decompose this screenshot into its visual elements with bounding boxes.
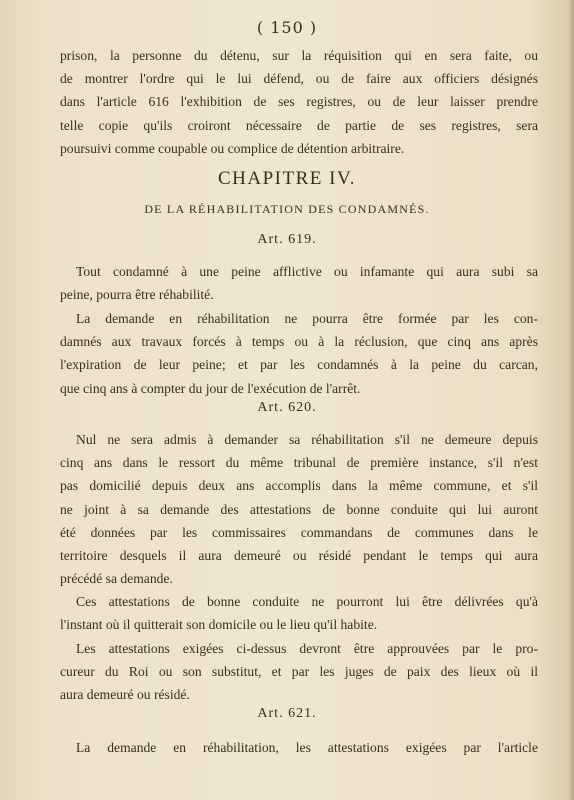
text-line: damnés aux travaux forcés à temps ou à la réclusion, que cinq ans après (60, 334, 538, 350)
text-line: poursuivi comme coupable ou complice de détention arbitraire. (60, 140, 405, 156)
text-line: La demande en réhabilitation, les attestations exigées par l'article (76, 740, 538, 755)
article-620-paragraph-2 (60, 590, 538, 636)
text-line: de montrer l'ordre qui le lui défend, ou de faire aux officiers désignés (60, 71, 538, 87)
article-619-paragraph-1 (60, 260, 538, 306)
text-line: Les attestations exigées ci-dessus devront être approuvées par le pro- (76, 641, 538, 656)
text-line: l'instant où il quitterait son domicile ou le lieu qu'il habite. (60, 617, 378, 633)
article-621-paragraph-1 (60, 736, 538, 759)
text-line: cinq ans dans le ressort du même tribunal de première instance, s'il n'est (60, 455, 538, 471)
text-line: telle copie qu'ils croiront nécessaire de partie de ses registres, sera (60, 117, 538, 133)
text-line: Nul ne sera admis à demander sa réhabilitation s'il ne demeure depuis (76, 432, 538, 447)
article-heading-619: Art. 619. (257, 232, 317, 247)
intro-paragraph (60, 44, 538, 160)
text-line: peine, pourra être réhabilité. (60, 287, 214, 303)
text-line: que cinq ans à compter du jour de l'exécution de l'arrêt. (60, 380, 361, 396)
section-title: DE LA RÉHABILITATION DES CONDAMNÉS. (144, 202, 430, 216)
text-line: Tout condamné à une peine afflictive ou infamante qui aura subi sa (76, 264, 538, 279)
text-line: dans l'article 616 l'exhibition de ses registres, ou de leur laisser prendre (60, 94, 538, 110)
article-heading-620: Art. 620. (257, 400, 317, 415)
text-line: ne joint à sa demande des attestations de bonne conduite qui lui auront (60, 501, 538, 517)
text-line: été données par les commissaires commandans de communes dans le (60, 524, 538, 540)
article-620-paragraph-1 (60, 428, 538, 590)
text-line: La demande en réhabilitation ne pourra être formée par les con- (76, 311, 538, 326)
text-line: cureur du Roi ou son substitut, et par les juges de paix des lieux où il (60, 664, 538, 680)
article-heading-621: Art. 621. (257, 706, 317, 721)
text-line: l'expiration de leur peine; et par les condamnés à la peine du carcan, (60, 357, 538, 373)
chapter-title: CHAPITRE IV. (218, 168, 356, 189)
text-line: territoire desquels il aura demeuré ou résidé pendant le temps qui aura (60, 548, 538, 564)
text-line: aura demeuré ou résidé. (60, 687, 190, 703)
article-619-paragraph-2 (60, 307, 538, 400)
text-line: précédé sa demande. (60, 571, 173, 587)
text-line: pas domicilié depuis deux ans accomplis dans la même commune, et s'il (60, 478, 538, 494)
page-number: ( 150 ) (256, 18, 318, 37)
text-line: Ces attestations de bonne conduite ne pourront lui être délivrées qu'à (76, 594, 538, 609)
text-line: prison, la personne du détenu, sur la réquisition qui en sera faite, ou (60, 48, 538, 63)
article-620-paragraph-3 (60, 637, 538, 707)
